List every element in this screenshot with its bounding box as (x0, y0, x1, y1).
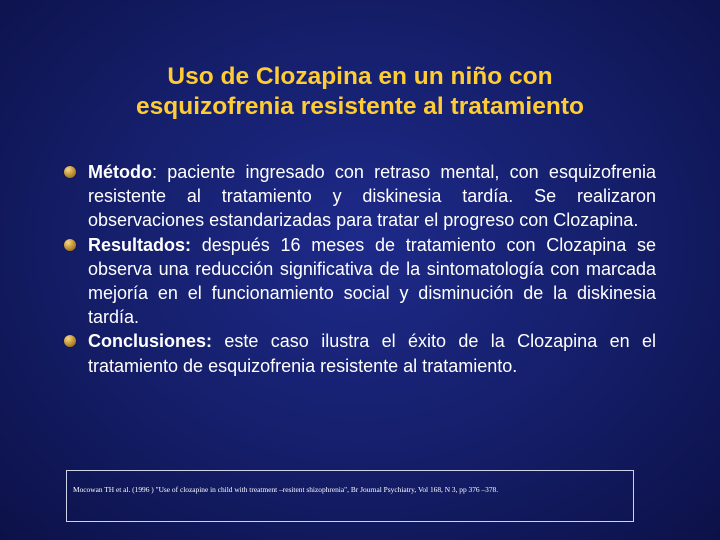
bullet-heading: Conclusiones: (88, 331, 213, 352)
bullet-list (64, 160, 656, 378)
bullet-heading: Método (88, 162, 152, 182)
bullet-sphere-icon (64, 166, 76, 178)
title-line-1: Uso de Clozapina en un niño con (167, 63, 553, 90)
bullet-text: después 16 meses de tratamiento con Clozapina se observa una reducción significativa de la sintomatología con marcada mejoría en el funcionamiento social y disminución de la diskinesia tardía. (88, 234, 656, 328)
reference-citation: Mocowan TH et al. (1996 ) "Use of clozapine in child with treatment –resitent shizophrenia", Br Journal Psychiatry, Vol 168, N 3, pp 376 –378. (73, 485, 499, 494)
slide-title (40, 62, 680, 122)
title-line-2: esquizofrenia resistente al tratamiento (136, 93, 584, 120)
bullet-item-conclusiones (64, 329, 656, 377)
bullet-item-metodo (64, 160, 656, 233)
bullet-sphere-icon (64, 239, 76, 251)
bullet-text: : paciente ingresado con retraso mental, con esquizofrenia resistente al tratamiento y diskinesia tardía. Se realizaron observaciones estandarizadas para tratar el progreso con Clozapina. (88, 162, 656, 231)
bullet-text: este caso ilustra el éxito de la Clozapina en el tratamiento de esquizofrenia resistente al tratamiento. (88, 331, 656, 376)
bullet-heading: Resultados: (88, 234, 192, 255)
bullet-item-resultados (64, 233, 656, 330)
reference-box (66, 470, 634, 522)
bullet-sphere-icon (64, 335, 76, 347)
